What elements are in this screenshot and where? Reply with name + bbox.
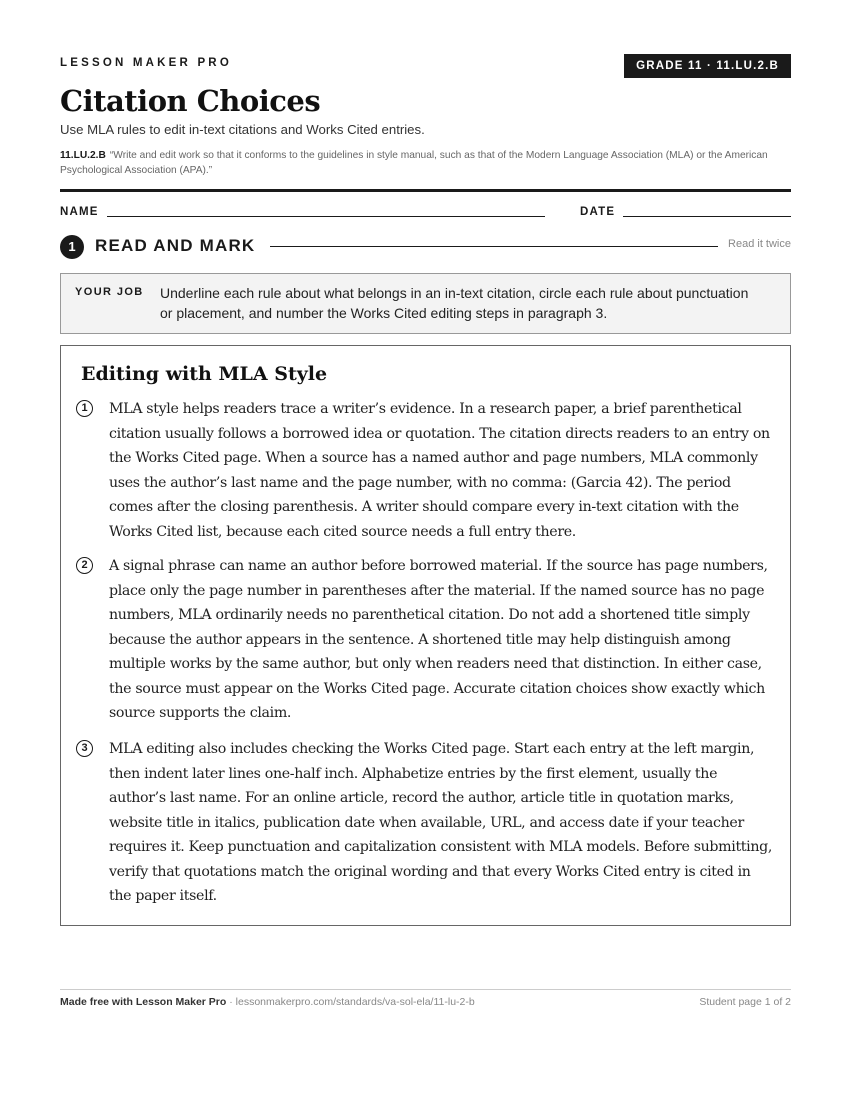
date-label: DATE	[580, 206, 616, 218]
paragraph-text: A signal phrase can name an author before borrowed material. If the source has page numbers, place only the page number in parentheses after the material. If the named source has no page numbers, MLA ordinarily needs no parenthetical citation. Do not add a shortened title simply because the author appears in the sentence. A shortened title may help distinguish among multiple works by the same author, but only when readers need that distinction. In either case, the source must appear on the Works Cited page. Accurate citation choices show exactly which source supports the claim.	[109, 558, 768, 721]
section-note: Read it twice	[728, 238, 791, 250]
paragraph-text: MLA style helps readers trace a writer’s evidence. In a research paper, a brief parenthetical citation usually follows a borrowed idea or quotation. The citation directs readers to an entry on the Works Cited page. When a source has a named author and page numbers, MLA commonly uses the author’s last name and the page number, with no comma: (Garcia 42). The period comes after the closing parenthesis. A writer should compare every in-text citation with the Works Cited list, because each cited source needs a full entry there.	[109, 401, 770, 540]
page-title: Citation Choices	[60, 84, 321, 118]
grade-badge: GRADE 11 · 11.LU.2.B	[624, 54, 791, 78]
header-divider	[60, 189, 791, 192]
worksheet-page	[60, 0, 791, 1100]
standard-description	[60, 148, 791, 178]
standard-code: 11.LU.2.B	[60, 150, 106, 161]
paragraph-number-badge: 1	[76, 400, 93, 417]
section-number-badge: 1	[60, 235, 84, 259]
page-subtitle: Use MLA rules to edit in-text citations and Works Cited entries.	[60, 122, 425, 137]
section-title: READ AND MARK	[95, 236, 256, 255]
paragraph-number-badge: 2	[76, 557, 93, 574]
reading-passage-box	[60, 345, 791, 926]
footer-made-with: Made free with Lesson Maker Pro	[60, 996, 227, 1008]
footer-credit	[60, 996, 475, 1008]
reading-title: Editing with MLA Style	[81, 363, 328, 385]
section-divider	[270, 246, 718, 247]
footer-page-number: Student page 1 of 2	[699, 996, 791, 1008]
your-job-box	[60, 273, 791, 334]
your-job-instructions: Underline each rule about what belongs in an in-text citation, circle each rule about punctuation or placement, and number the Works Cited editing steps in paragraph 3.	[160, 285, 749, 321]
footer-divider	[60, 989, 791, 990]
brand-name: LESSON MAKER PRO	[60, 57, 232, 69]
standard-text: “Write and edit work so that it conforms to the guidelines in style manual, such as that of the Modern Language Association (MLA) or the American Psychological Association (APA).”	[60, 150, 768, 176]
name-label: NAME	[60, 206, 99, 218]
name-field[interactable]	[107, 216, 545, 217]
your-job-label: YOUR JOB	[75, 286, 144, 298]
footer-url[interactable]: · lessonmakerpro.com/standards/va-sol-ela/11-lu-2-b	[226, 996, 475, 1008]
date-field[interactable]	[623, 216, 791, 217]
paragraph-text: MLA editing also includes checking the Works Cited page. Start each entry at the left margin, then indent later lines one-half inch. Alphabetize entries by the first element, usually the author’s last name. For an online article, record the author, article title in quotation marks, website title in italics, publication date when available, URL, and access date if your teacher requires it. Keep punctuation and capitalization consistent with MLA models. Before submitting, verify that quotations match the original wording and that every Works Cited entry is cited in the paper itself.	[109, 741, 773, 904]
paragraph-number-badge: 3	[76, 740, 93, 757]
